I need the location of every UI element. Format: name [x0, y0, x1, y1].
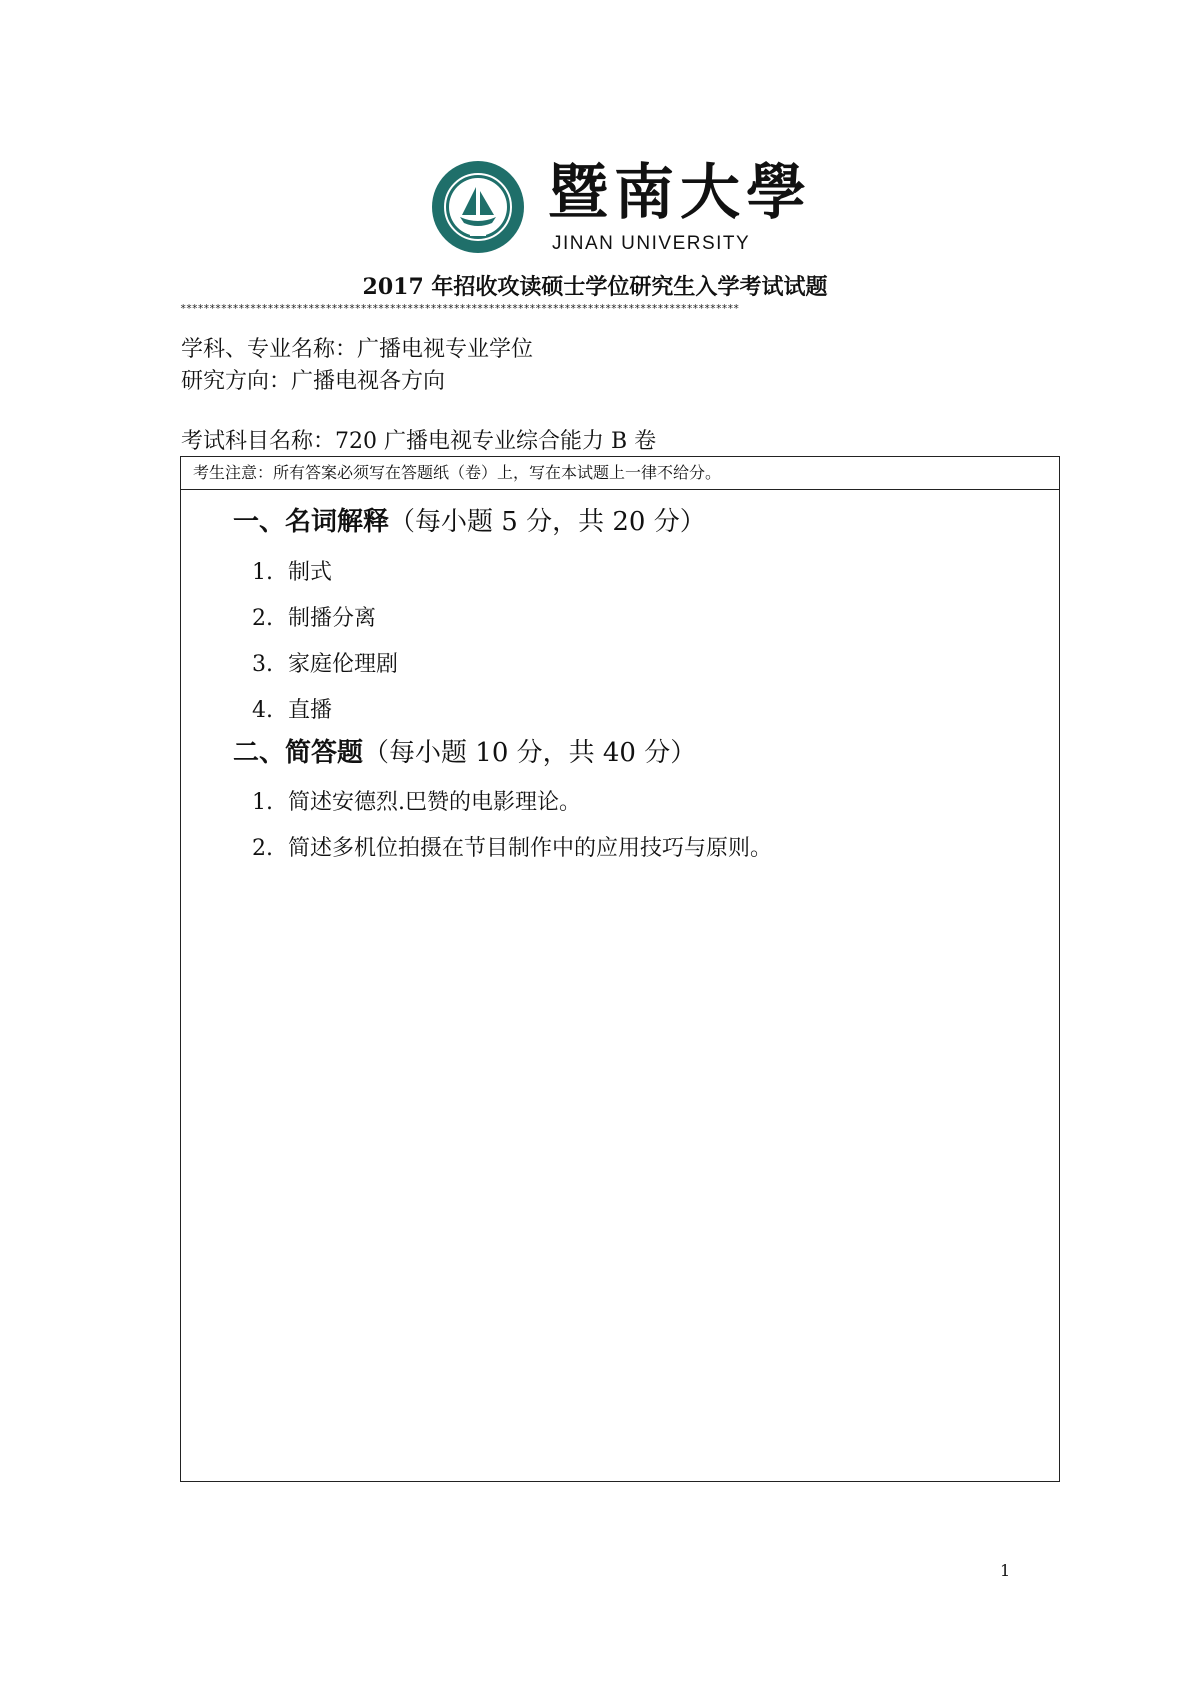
- item-number: 3.: [252, 652, 273, 677]
- section-heading: [233, 732, 696, 769]
- list-item: [252, 693, 332, 724]
- item-number: 1.: [252, 560, 273, 585]
- item-number: 4.: [252, 698, 273, 723]
- section-note: （每小题 5 分，共 20 分）: [389, 507, 706, 537]
- item-text: 制播分离: [288, 606, 377, 631]
- list-item: [252, 601, 376, 632]
- major-line: 学科、专业名称：广播电视专业学位: [181, 337, 534, 362]
- logo-chinese-name: 暨南大學: [548, 158, 812, 228]
- item-text: 制式: [288, 560, 333, 585]
- list-item: [252, 647, 398, 678]
- section-title: 二、简答题: [233, 738, 364, 768]
- logo-english-name: JINAN UNIVERSITY: [552, 233, 751, 254]
- section-title: 一、名词解释: [233, 507, 390, 537]
- item-number: 2.: [252, 836, 273, 861]
- list-item: [252, 785, 581, 816]
- section-heading: [233, 501, 706, 538]
- item-text: 家庭伦理剧: [288, 652, 399, 677]
- direction-line: 研究方向：广播电视各方向: [181, 369, 446, 394]
- candidate-notice: 考生注意：所有答案必须写在答题纸（卷）上，写在本试题上一律不给分。: [181, 457, 1059, 490]
- question-box: [180, 456, 1060, 1482]
- list-item: [252, 831, 772, 862]
- item-text: 直播: [288, 698, 333, 723]
- university-seal-icon: [430, 159, 526, 255]
- page-number: 1: [1000, 1561, 1011, 1580]
- list-item: [252, 555, 332, 586]
- exam-title: 2017 年招收攻读硕士学位研究生入学考试试题: [362, 274, 828, 300]
- item-number: 1.: [252, 790, 273, 815]
- item-text: 简述安德烈.巴赞的电影理论。: [288, 790, 581, 815]
- star-divider: ************************************************************************************************: [180, 303, 739, 315]
- subject-line: 考试科目名称：720 广播电视专业综合能力 B 卷: [181, 429, 657, 454]
- university-logo: [430, 157, 812, 257]
- item-text: 简述多机位拍摄在节目制作中的应用技巧与原则。: [288, 836, 773, 861]
- section-note: （每小题 10 分，共 40 分）: [363, 738, 697, 768]
- item-number: 2.: [252, 606, 273, 631]
